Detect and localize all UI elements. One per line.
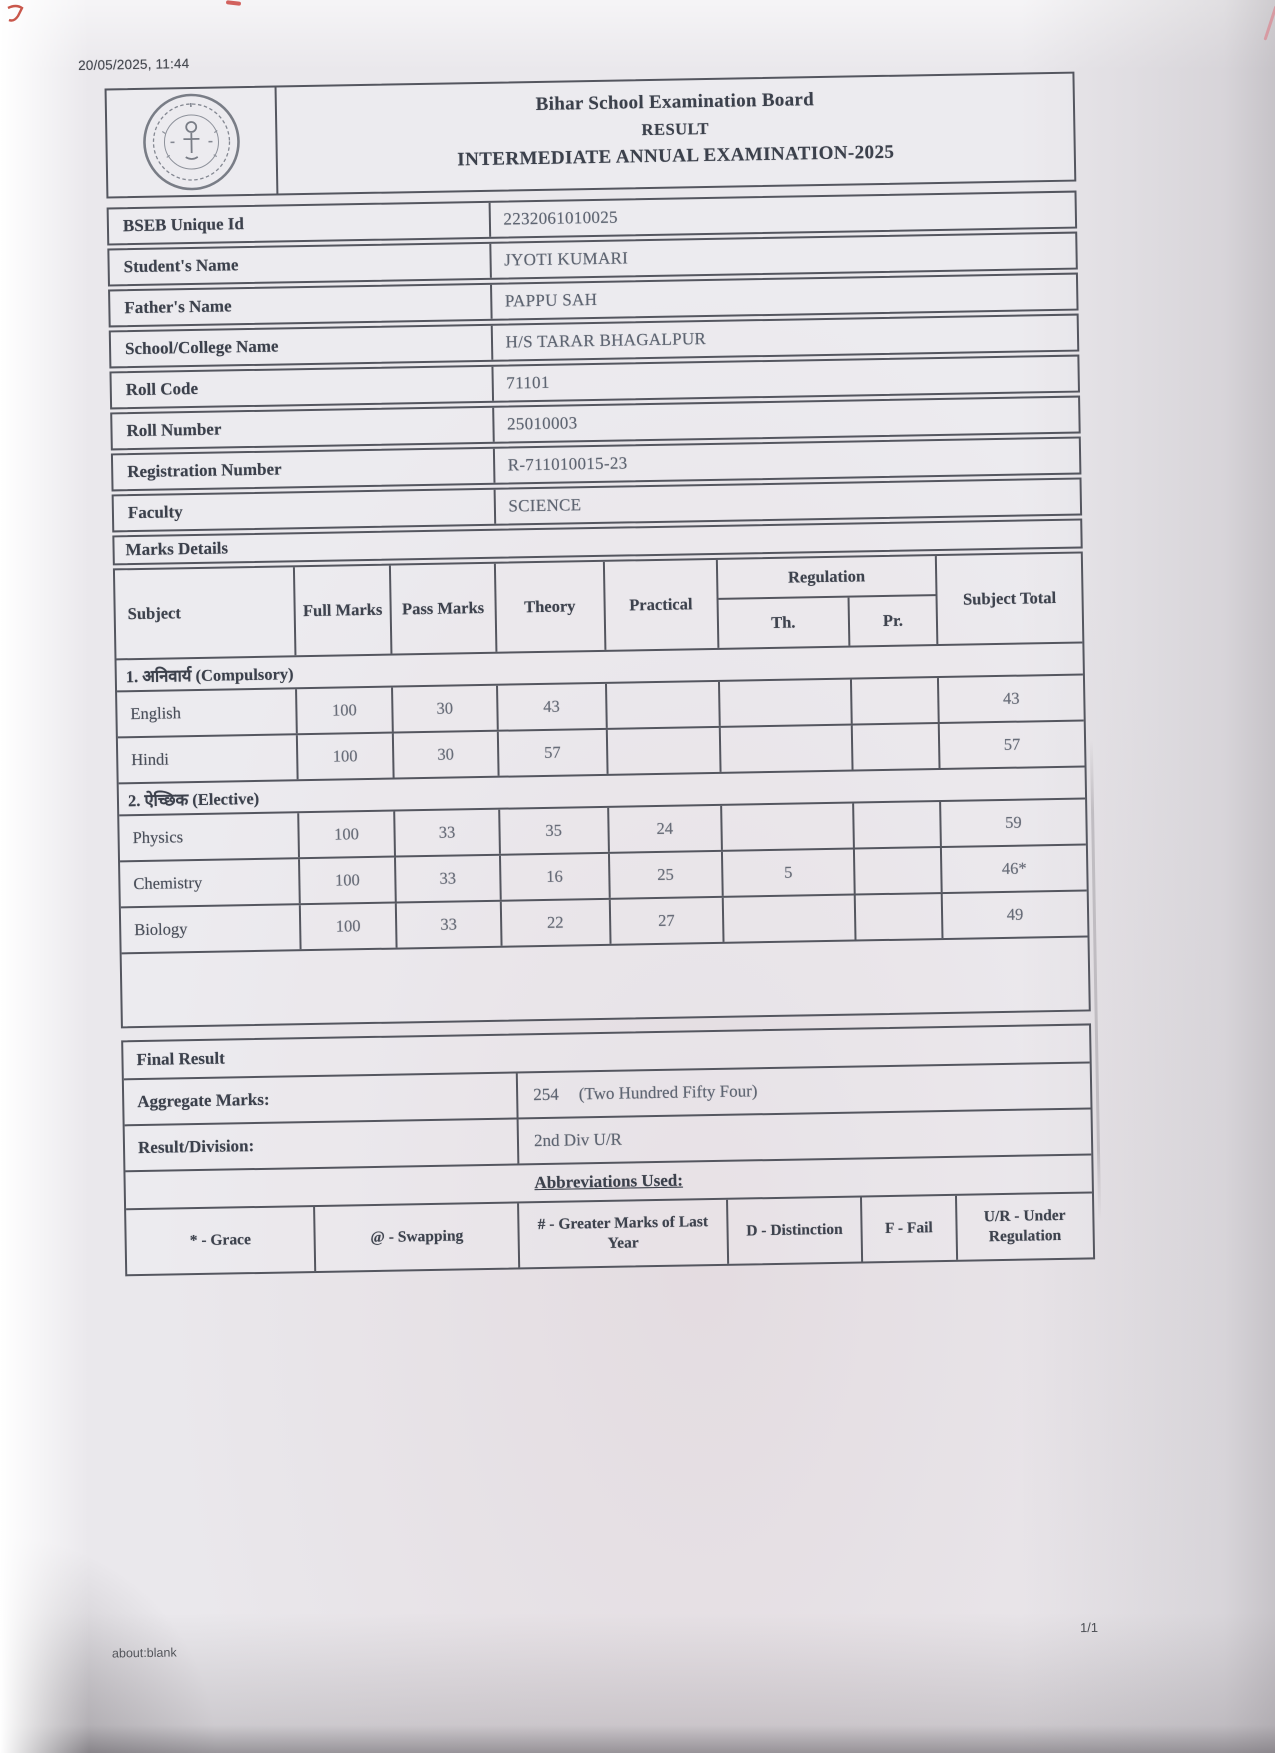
section-heading-elective: 2. ऐच्छिक (Elective) (119, 766, 1085, 815)
result-header (105, 72, 1077, 199)
aggregate-words: (Two Hundred Fifty Four) (578, 1081, 758, 1104)
final-result-heading: Final Result (136, 1048, 225, 1070)
abbreviations-heading-text: Abbreviations Used: (534, 1170, 684, 1193)
detail-value: H/S TARAR BHAGALPUR (505, 329, 707, 352)
student-details (107, 191, 1083, 533)
reg-pr-cell (854, 802, 942, 848)
abbreviation-distinction: D - Distinction (728, 1197, 863, 1263)
abbreviation-fail: F - Fail (862, 1196, 958, 1262)
result-division-value: 2nd Div U/R (533, 1129, 623, 1151)
logo-cell (107, 88, 279, 197)
aggregate-number: 254 (533, 1084, 559, 1105)
detail-label: Roll Number (112, 408, 494, 449)
col-header-regulation-group (718, 556, 939, 648)
subject-total-cell: 49 (1006, 904, 1024, 924)
subject-cell: Hindi (118, 735, 298, 782)
detail-label: School/College Name (111, 326, 493, 367)
practical-cell (608, 728, 722, 774)
subject-total-cell: 46* (1001, 858, 1027, 878)
col-header-subject-total: Subject Total (962, 587, 1057, 609)
pass-marks-cell: 33 (397, 902, 502, 948)
print-timestamp: 20/05/2025, 11:44 (77, 56, 190, 73)
result-division-label: Result/Division: (125, 1119, 520, 1170)
full-marks-cell: 100 (297, 688, 394, 734)
abbreviation-grace: * - Grace (126, 1207, 316, 1274)
col-header-subject: Subject (115, 567, 296, 658)
full-marks-cell: 100 (300, 904, 397, 950)
pen-mark-icon (6, 4, 36, 26)
detail-value: PAPPU SAH (504, 289, 598, 311)
exam-name: INTERMEDIATE ANNUAL EXAMINATION-2025 (457, 141, 895, 171)
abbreviation-greater-marks: # - Greater Marks of Last Year (519, 1200, 729, 1268)
theory-cell: 57 (498, 730, 608, 776)
detail-value: 71101 (506, 372, 550, 393)
detail-value: SCIENCE (508, 495, 582, 516)
page-number: 1/1 (1079, 1619, 1099, 1636)
col-header-theory: Theory (495, 562, 606, 652)
marks-table (113, 552, 1091, 1029)
reg-pr-cell (856, 894, 944, 940)
reg-th-cell (724, 896, 857, 942)
subject-cell: Biology (121, 905, 301, 952)
practical-cell: 27 (611, 898, 725, 944)
theory-cell: 43 (498, 684, 608, 730)
practical-cell: 24 (609, 806, 723, 852)
detail-value: 2232061010025 (503, 207, 618, 229)
abbreviation-swapping: @ - Swapping (315, 1203, 520, 1271)
detail-value: JYOTI KUMARI (503, 248, 629, 270)
pass-marks-cell: 30 (393, 686, 498, 732)
aggregate-marks-label: Aggregate Marks: (124, 1073, 519, 1124)
reg-th-cell: 5 (723, 850, 856, 896)
col-header-practical: Practical (605, 560, 720, 650)
pass-marks-cell: 33 (395, 810, 500, 856)
detail-label: Student's Name (109, 244, 491, 285)
pass-marks-cell: 33 (396, 856, 501, 902)
detail-value: 25010003 (506, 413, 578, 434)
document-content (76, 41, 1097, 1277)
theory-cell: 22 (501, 900, 611, 946)
board-name: Bihar School Examination Board (535, 89, 815, 115)
detail-label: Roll Code (112, 367, 494, 408)
reg-th-cell (720, 680, 853, 726)
col-header-pass-marks: Pass Marks (391, 564, 497, 654)
marks-details-heading: Marks Details (112, 519, 1082, 566)
full-marks-cell: 100 (299, 812, 396, 858)
reg-pr-cell (852, 678, 940, 724)
col-header-regulation: Regulation (718, 556, 936, 600)
result-label: RESULT (641, 118, 710, 140)
reg-th-cell (721, 726, 854, 772)
theory-cell: 35 (500, 808, 610, 854)
theory-cell: 16 (501, 854, 611, 900)
detail-label: BSEB Unique Id (109, 203, 491, 244)
full-marks-cell: 100 (300, 858, 397, 904)
marks-table-header (115, 554, 1082, 659)
final-result-table (121, 1023, 1095, 1276)
subject-cell: Chemistry (120, 859, 300, 906)
detail-value: R-711010015-23 (507, 453, 628, 475)
section-heading-compulsory: 1. अनिवार्य (Compulsory) (116, 642, 1082, 691)
practical-cell (607, 682, 721, 728)
subject-cell: English (117, 689, 297, 736)
pass-marks-cell: 30 (394, 732, 499, 778)
subject-total-cell: 43 (1002, 688, 1020, 708)
col-header-reg-pr: Pr. (882, 610, 904, 630)
reg-pr-cell (855, 848, 943, 894)
col-header-reg-th: Th. (718, 598, 850, 648)
detail-label: Registration Number (113, 449, 495, 490)
detail-label: Father's Name (110, 285, 492, 326)
subject-total-cell: 59 (1005, 812, 1022, 832)
practical-cell: 25 (610, 852, 724, 898)
title-cell (277, 74, 1075, 194)
col-header-full-marks: Full Marks (295, 566, 393, 656)
detail-label: Faculty (114, 490, 496, 531)
subject-cell: Physics (119, 813, 299, 860)
abbreviation-under-regulation: U/R - Under Regulation (983, 1206, 1066, 1246)
reg-pr-cell (853, 724, 941, 770)
subject-total-cell: 57 (1003, 734, 1021, 754)
footer-url: about:blank (111, 1645, 177, 1661)
bseb-seal-icon (140, 90, 244, 194)
full-marks-cell: 100 (298, 734, 395, 780)
reg-th-cell (722, 804, 855, 850)
